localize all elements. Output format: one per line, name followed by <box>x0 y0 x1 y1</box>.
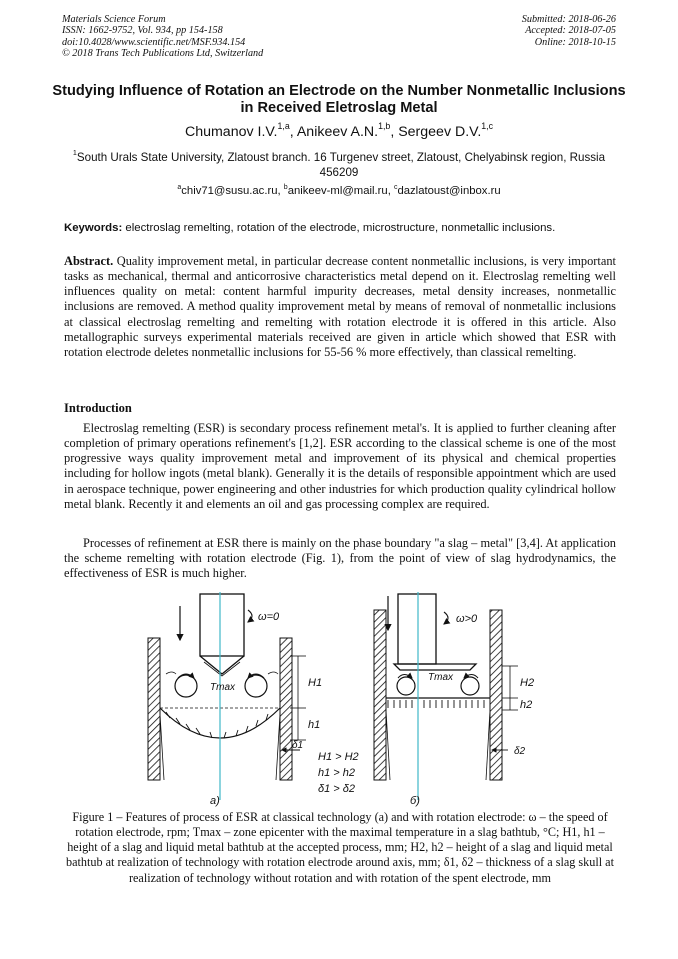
copyright-line: © 2018 Trans Tech Publications Ltd, Switzerland <box>62 48 264 60</box>
submitted-date: Submitted: 2018-06-26 <box>521 14 616 25</box>
figure-1 <box>130 590 550 810</box>
email-link[interactable]: chiv71@susu.ac.ru <box>181 185 278 197</box>
section-heading: Introduction <box>64 401 132 415</box>
author-sup: 1,b <box>378 121 391 132</box>
diagram-rotation <box>374 592 534 807</box>
email-sup: b <box>283 183 288 191</box>
author-sup: 1,a <box>277 121 290 132</box>
paragraph: Processes of refinement at ESR there is mainly on the phase boundary "a slag – metal" [3,4]. At application the scheme remelting with rotation electrode (Fig. 1), from the point of view of slag hydrodynamics, the effectiveness of ESR is much higher. <box>64 536 616 581</box>
H2-label: H2 <box>520 677 535 689</box>
tmax-a-label: Tmax <box>210 682 235 693</box>
esr-schematic <box>130 590 550 810</box>
d1-label: δ1 <box>292 740 304 751</box>
author-sup: 1,c <box>481 121 494 132</box>
abstract-text: Quality improvement metal, in particular decrease content nonmetallic inclusions, is very important tasks as mechanical, thermal and anticorrosive characteristics metal depend on it. Electroslag remelting well influences quality on metal: content harmful impurity decreases, metal density increases, nonmetallic inclusions are removed. A method quality improvement metal by means of removal of nonmetallic inclusions at classical electroslag remelting and remelting with rotation electrode it is offered in this article. Also metallographic surveys experimental materials received are given in article which showed that ESR with rotation electrode deletes nonmetallic inclusions for 55-56 % more effectively, than classical remelting. <box>64 254 616 359</box>
journal-name: Materials Science Forum <box>62 14 166 25</box>
author-name: Sergeev D.V. <box>398 124 482 140</box>
issn-line: ISSN: 1662-9752, Vol. 934, pp 154-158 <box>62 25 223 37</box>
h2-label: h2 <box>520 699 533 711</box>
doi-line: doi:10.4028/www.scientific.net/MSF.934.154 <box>62 36 246 48</box>
d2-label: δ2 <box>514 746 526 757</box>
paper-title: Studying Influence of Rotation an Electrode on the Number Nonmetallic Inclusions in Received Eletroslag Metal <box>52 83 626 116</box>
online-date: Online: 2018-10-15 <box>534 36 616 48</box>
accepted-date: Accepted: 2018-07-05 <box>525 25 616 37</box>
email-sup: c <box>393 183 398 191</box>
paragraph: Electroslag remelting (ESR) is secondary process refinement metal's. It is applied to further cleaning after completion of primary operations refinement's [1,2]. ESR according to the classical scheme is one of the most progressive ways quality improvement metal and improvement of its physical and chemical properties including for hollow ingots (metal blank). Generally it is the details of responsible appointment which are used in aerospace technique, power engineering and other industries for which production quality cylindrical hollow metal blank. Recently it and elements an oil and gas processing complex are required. <box>64 421 616 511</box>
affiliation <box>60 150 618 180</box>
journal-info <box>62 14 263 60</box>
abstract <box>64 254 616 360</box>
omega-b-label: ω>0 <box>456 613 478 625</box>
email-sup: a <box>177 183 182 191</box>
tmax-b-label: Tmax <box>428 672 453 683</box>
omega-a-label: ω=0 <box>258 611 280 623</box>
email-link[interactable]: dazlatoust@inbox.ru <box>397 185 501 197</box>
relation-H: H1 > H2 <box>318 751 359 763</box>
author-name: Anikeev A.N. <box>296 124 379 140</box>
subfig-a-label: a) <box>210 795 220 807</box>
abstract-label: Abstract. <box>64 254 114 268</box>
keywords <box>64 221 616 235</box>
email-link[interactable]: anikeev-ml@mail.ru <box>287 185 388 197</box>
h1-label: h1 <box>308 719 321 731</box>
H1-label: H1 <box>308 677 323 689</box>
dates-info <box>522 14 616 48</box>
diagram-classical <box>148 592 322 807</box>
figure-caption: Figure 1 – Features of process of ESR at classical technology (a) and with rotation electrode: ω – the speed of rotation electrode, rpm; Tmax – zone epicenter with the maximal temperature in a slag bathtub, °C; H1, h1 – height of a slag and liquid metal bathtub at the accepted process, mm; H2, h2 – height of a slag and liquid metal bathtub at realization of technology with rotation electrode around axis, mm; δ1, δ2 – thickness of a slag skull at realization of technology without rotation and with rotation of the spent electrode, mm <box>66 810 614 885</box>
relation-delta: δ1 > δ2 <box>318 783 355 795</box>
keywords-text: electroslag remelting, rotation of the electrode, microstructure, nonmetallic inclusions. <box>122 222 556 234</box>
author-list: Chumanov I.V.$^{1,a}$, Anikeev A.N.$^{1,b}$, Sergeev D.V.$^{1,c}$ <box>184 121 494 140</box>
affiliation-sup: 1 <box>72 148 77 158</box>
relation-h: h1 > h2 <box>318 767 356 779</box>
email-list: $^a$chiv71@susu.ac.ru, $^b$anikeev-ml@mail.ru, $^c$dazlatoust@inbox.ru <box>177 183 501 197</box>
subfig-b-label: б) <box>410 795 420 807</box>
author-name: Chumanov I.V. <box>184 124 278 140</box>
affiliation-text: South Urals State University, Zlatoust branch. 16 Turgenev street, Zlatoust, Chelyabinsk region, Russia 456209 <box>76 151 606 179</box>
keywords-label: Keywords: <box>64 222 123 234</box>
